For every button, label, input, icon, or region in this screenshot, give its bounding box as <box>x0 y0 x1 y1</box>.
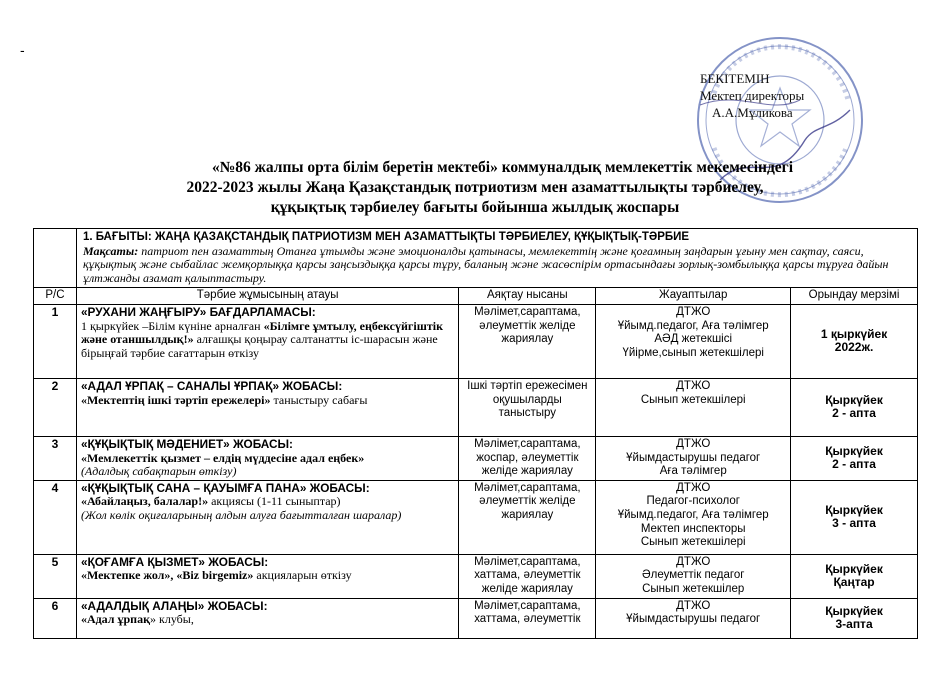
responsible-cell <box>596 480 791 554</box>
goal-body: патриот пен азаматтың Отанға ұтымды және эмоционалды қатынасы, мемлекеттің және қоғамның заңдарын ұғыну мен сақтау, саяси, құқықтық және сыбайлас жемқорлыққа қарсы заңсыздыққа қарсы тұру, баланың және жасөспірім ортасындағы зорлық-зомбылыққа қарсы тұруға дайын ұлтжанды азамат қалыптастыру. <box>82 243 889 285</box>
completion-form: Ішкі тәртіп ережесімен оқушыларды таныстыру <box>459 378 596 436</box>
title-line-3: құқықтық тәрбиелеу бағыты бойынша жылдық жоспары <box>270 199 680 216</box>
event-description <box>81 320 454 361</box>
responsible-cell <box>596 304 791 378</box>
event-title: «ҚОҒАМҒА ҚЫЗМЕТ» ЖОБАСЫ: <box>80 554 269 569</box>
event-note: (Жол көлік оқиғаларының алдын алуға бағытталған шаралар) <box>80 507 402 522</box>
responsible-person: ДТЖО <box>676 555 711 568</box>
deadline-line: 1 қыркүйек <box>820 326 888 341</box>
event-title: «АДАЛ ҰРПАҚ – САНАЛЫ ҰРПАҚ» ЖОБАСЫ: <box>80 378 343 393</box>
responsible-person: ДТЖО <box>676 379 711 392</box>
event-description <box>81 495 454 509</box>
event-title: «ҚҰҚЫҚТЫҚ САНА – ҚАУЫМҒА ПАНА» ЖОБАСЫ: <box>80 480 370 495</box>
responsible-person: Сынып жетекшілері <box>640 393 746 406</box>
col-header-responsible: Жауаптылар <box>596 288 791 305</box>
column-header-row <box>34 288 918 305</box>
responsible-cell <box>596 554 791 598</box>
responsible-person: Мектеп инспекторы <box>640 522 746 535</box>
deadline-line: Қыркүйек <box>825 561 883 576</box>
event-desc-highlight: «Абайлаңыз, балалар!» <box>80 494 209 509</box>
deadline-line: 3-апта <box>835 617 873 632</box>
completion-form: Мәлімет,сараптама, жоспар, әлеуметтік желіде жариялау <box>459 436 596 480</box>
table-row <box>34 378 918 436</box>
direction-row <box>34 229 918 288</box>
responsible-person: Ұйымд.педагог, Аға тәлімгер <box>617 319 769 332</box>
row-number: 5 <box>34 554 77 598</box>
responsible-person: Үйірме,сынып жетекшілері <box>622 346 764 359</box>
event-name-cell <box>76 436 458 480</box>
responsible-person: Аға тәлімгер <box>659 465 727 478</box>
responsible-person: АӘД жетекшісі <box>654 333 733 346</box>
completion-form: Мәлімет,сараптама, хаттама, әлеуметтік желіде жариялау <box>459 554 596 598</box>
deadline-cell <box>791 436 918 480</box>
event-desc-text: акциясы (1-11 сыныптар) <box>208 494 341 509</box>
deadline-cell <box>791 378 918 436</box>
responsible-person: Ұйымд.педагог, Аға тәлімгер <box>617 508 769 521</box>
annual-plan-table <box>33 228 918 639</box>
event-name-cell <box>76 378 458 436</box>
col-header-name: Тәрбие жұмысының атауы <box>76 288 458 305</box>
event-desc-highlight: «Адал ұрпақ <box>80 612 151 627</box>
responsible-person: ДТЖО <box>676 599 711 612</box>
direction-cell <box>76 229 917 288</box>
responsible-person: Әлеуметтік педагог <box>641 569 745 582</box>
event-desc-text: алғашқы қоңырау салтанатты іс-шарасын және бірыңғай тәрбие сағаттарын өткізу <box>80 332 438 360</box>
responsible-cell <box>596 598 791 638</box>
responsible-person: Сынып жетекшілер <box>642 582 745 595</box>
approval-block <box>700 70 804 121</box>
row-number: 2 <box>34 378 77 436</box>
event-desc-text: таныстыру сабағы <box>270 392 368 407</box>
deadline-line: Қыркүйек <box>825 443 883 458</box>
table-row <box>34 480 918 554</box>
event-desc-text: акцияларын өткізу <box>253 568 352 583</box>
event-desc-text: » клубы, <box>150 612 194 627</box>
event-note: (Адалдық сабақтарын өткізу) <box>80 464 237 479</box>
deadline-cell <box>791 554 918 598</box>
deadline-line: 2 - апта <box>832 457 876 472</box>
deadline-line: Қыркүйек <box>825 392 883 407</box>
deadline-cell <box>791 598 918 638</box>
table-row <box>34 304 918 378</box>
event-name-cell <box>76 480 458 554</box>
deadline-line: 3 - апта <box>832 516 876 531</box>
table-row <box>34 598 918 638</box>
row-number: 3 <box>34 436 77 480</box>
responsible-person: Ұйымдастырушы педагог <box>626 451 761 464</box>
event-name-cell <box>76 554 458 598</box>
responsible-person: ДТЖО <box>676 305 711 318</box>
responsible-person: ДТЖО <box>676 437 711 450</box>
event-name-cell <box>76 304 458 378</box>
responsible-person: Сынып жетекшілері <box>640 536 746 549</box>
event-desc-text: 1 қыркүйек –Білім күніне арналған <box>80 318 264 333</box>
deadline-line: Қыркүйек <box>825 502 883 517</box>
event-description <box>81 452 454 466</box>
deadline-line: 2 - апта <box>832 406 876 421</box>
deadline-line: Қаңтар <box>833 575 875 590</box>
completion-form: Мәлімет,сараптама, әлеуметтік желіде жариялау <box>459 304 596 378</box>
deadline-line: 2022ж. <box>834 340 874 355</box>
col-header-no: Р/С <box>34 288 77 305</box>
approval-signatory: А.А.Мұликова <box>712 105 793 120</box>
completion-form: Мәлімет,сараптама, хаттама, әлеуметтік <box>459 598 596 638</box>
completion-form: Мәлімет,сараптама, әлеуметтік желіде жариялау <box>459 480 596 554</box>
corner-mark: - <box>20 42 25 58</box>
responsible-cell <box>596 436 791 480</box>
table-row <box>34 436 918 480</box>
deadline-line: Қыркүйек <box>825 603 883 618</box>
approval-heading: БЕКІТЕМІН <box>700 71 770 86</box>
responsible-person: Ұйымдастырушы педагог <box>626 613 761 626</box>
event-description <box>81 613 454 627</box>
col-header-form: Аяқтау нысаны <box>459 288 596 305</box>
event-desc-highlight: «Білімге ұмтылу, еңбексүйгіштік және отаншылдық!» <box>80 318 443 347</box>
row-number: 6 <box>34 598 77 638</box>
responsible-person: ДТЖО <box>676 481 711 494</box>
event-description <box>81 569 454 583</box>
row-number: 4 <box>34 480 77 554</box>
event-desc-highlight: «Мектепке жол», «Biz birgemiz» <box>80 568 254 583</box>
event-title: «РУХАНИ ЖАҢҒЫРУ» БАҒДАРЛАМАСЫ: <box>80 304 316 319</box>
col-header-time: Орындау мерзімі <box>791 288 918 305</box>
deadline-cell <box>791 304 918 378</box>
event-description <box>81 394 454 408</box>
event-title: «АДАЛДЫҚ АЛАҢЫ» ЖОБАСЫ: <box>80 598 268 613</box>
event-title: «ҚҰҚЫҚТЫҚ МӘДЕНИЕТ» ЖОБАСЫ: <box>80 436 293 451</box>
event-desc-highlight: «Мемлекеттік қызмет – елдің мүддесіне адал еңбек» <box>80 450 365 465</box>
table-row <box>34 554 918 598</box>
responsible-person: Педагог-психолог <box>646 495 740 508</box>
event-name-cell <box>76 598 458 638</box>
responsible-cell <box>596 378 791 436</box>
direction-title: 1. БАҒЫТЫ: ЖАҢА ҚАЗАҚСТАНДЫҚ ПАТРИОТИЗМ МЕН АЗАМАТТЫҚТЫ ТӘРБИЕЛЕУ, ҚҰҚЫҚТЫҚ-ТӘРБИЕ <box>82 231 690 243</box>
title-line-2: 2022-2023 жылы Жаңа Қазақстандық потриотизм мен азаматтылықты тәрбиелеу, <box>186 179 764 196</box>
row-number: 1 <box>34 304 77 378</box>
deadline-cell <box>791 480 918 554</box>
direction-empty-cell <box>34 229 77 288</box>
event-desc-highlight: «Мектептің ішкі тәртіп ережелері» <box>80 392 271 407</box>
goal-text <box>83 245 911 286</box>
title-line-1: «№86 жалпы орта білім беретін мектебі» коммуналдық мемлекеттік мекемесіндегі <box>211 159 794 176</box>
document-title <box>40 158 910 218</box>
plan-rows <box>34 304 918 638</box>
approval-position: Мектеп директоры <box>700 88 805 103</box>
goal-label: Мақсаты: <box>82 243 139 258</box>
